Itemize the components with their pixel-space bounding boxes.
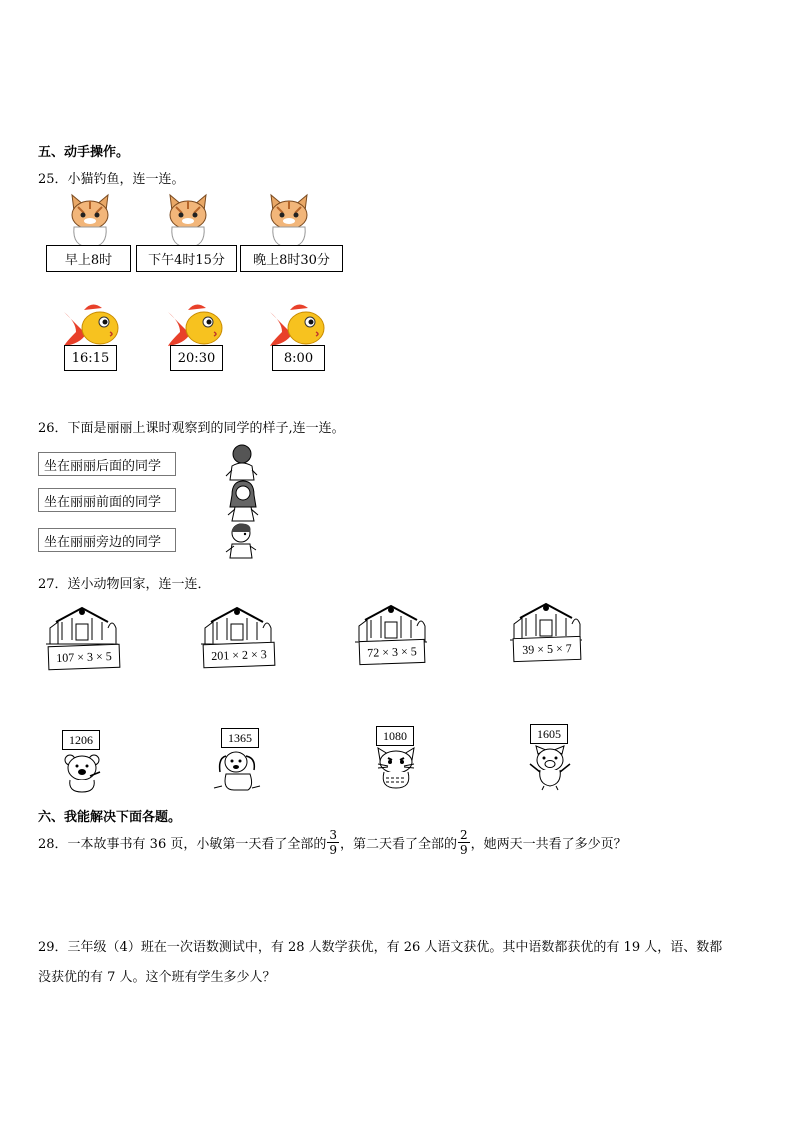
animal-number-tag[interactable]: 1365	[221, 728, 259, 748]
student-side-icon	[224, 522, 258, 562]
house-icon	[510, 600, 582, 640]
fraction-denominator: 9	[329, 843, 337, 857]
fraction-numerator: 2	[460, 828, 468, 842]
fraction-numerator: 3	[329, 828, 337, 842]
fraction	[327, 828, 339, 857]
cat-time-label[interactable]: 晚上8时30分	[240, 245, 343, 272]
goldfish-icon	[62, 302, 120, 348]
fraction-denominator: 9	[460, 843, 468, 857]
q26-prompt: 26．下面是丽丽上课时观察到的同学的样子,连一连。	[38, 421, 345, 436]
animal-number-tag[interactable]: 1080	[376, 726, 414, 746]
student-front-icon	[226, 481, 260, 523]
animal-number-tag[interactable]: 1206	[62, 730, 100, 750]
q28-text-3: ，她两天一共看了多少页？	[470, 837, 627, 852]
cat-icon	[66, 193, 114, 247]
section6-title: 六、我能解决下面各题。	[38, 810, 182, 825]
house-icon	[355, 602, 427, 642]
cat-icon	[164, 193, 212, 247]
q25-prompt: 25．小猫钓鱼，连一连。	[38, 172, 185, 187]
fraction	[458, 828, 470, 857]
q27-prompt: 27．送小动物回家，连一连．	[38, 577, 211, 592]
house-icon	[201, 604, 273, 644]
bear-icon	[62, 752, 104, 792]
seat-label[interactable]: 坐在丽丽后面的同学	[38, 452, 176, 476]
seat-label[interactable]: 坐在丽丽旁边的同学	[38, 528, 176, 552]
house-expression[interactable]: 107 × 3 × 5	[48, 644, 121, 670]
fish-time-label[interactable]: 20:30	[170, 345, 223, 371]
goldfish-icon	[166, 302, 224, 348]
q28-text-2: ，第二天看了全部的	[340, 837, 458, 852]
cat-time-label[interactable]: 下午4时15分	[136, 245, 237, 272]
seat-label[interactable]: 坐在丽丽前面的同学	[38, 488, 176, 512]
house-icon	[46, 604, 118, 644]
q29-line2: 没获优的有 7 人。这个班有学生多少人？	[38, 970, 276, 985]
house-expression[interactable]: 39 × 5 × 7	[513, 636, 582, 662]
cat-icon	[265, 193, 313, 247]
q28-text-1: 28．一本故事书有 36 页，小敏第一天看了全部的	[38, 837, 327, 852]
cat-time-label[interactable]: 早上8时	[46, 245, 131, 272]
pig-icon	[528, 746, 574, 790]
cat-icon	[372, 748, 420, 790]
house-expression[interactable]: 201 × 2 × 3	[203, 642, 276, 668]
dog-icon	[212, 750, 264, 792]
fish-time-label[interactable]: 16:15	[64, 345, 117, 371]
animal-number-tag[interactable]: 1605	[530, 724, 568, 744]
student-back-icon	[224, 444, 258, 484]
fish-time-label[interactable]: 8:00	[272, 345, 325, 371]
q29-line1: 29．三年级（4）班在一次语数测试中，有 28 人数学获优，有 26 人语文获优。其中语数都获优的有 19 人，语、数都	[38, 940, 723, 955]
q28-question	[38, 828, 627, 857]
goldfish-icon	[268, 302, 326, 348]
section5-title: 五、动手操作。	[38, 145, 130, 160]
house-expression[interactable]: 72 × 3 × 5	[359, 639, 426, 665]
